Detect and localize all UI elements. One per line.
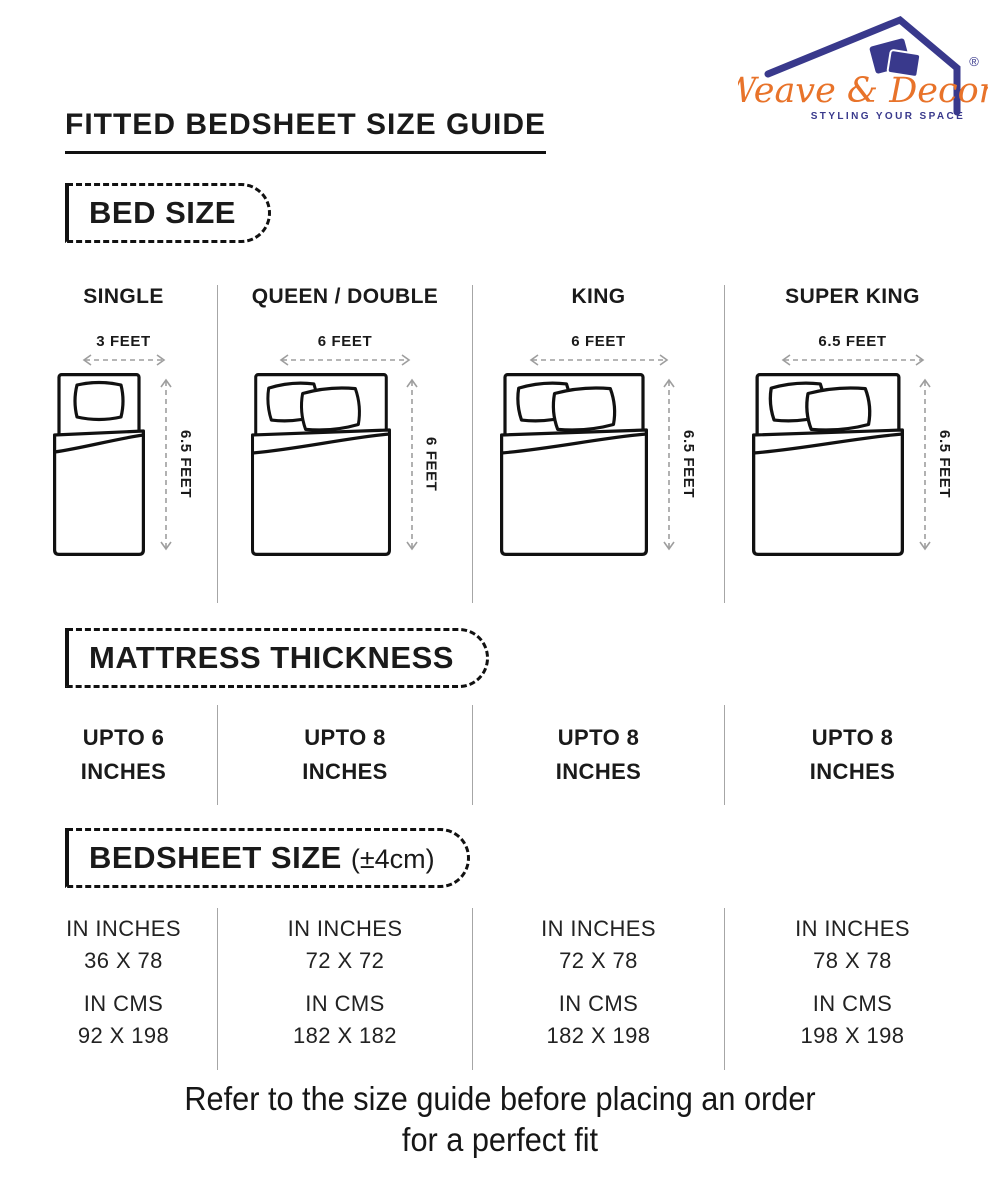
length-dimension-arrow-icon	[661, 373, 677, 556]
brand-wordmark: Weave & Decor	[738, 71, 988, 111]
bed-illustration-double	[500, 373, 648, 556]
size-name: QUEEN / DOUBLE	[251, 285, 439, 308]
inches-value: 36 X 78	[84, 948, 163, 973]
bed-column-super-king	[725, 285, 980, 603]
pillow-icon	[75, 383, 123, 420]
bed-size-label: BED SIZE	[89, 195, 236, 230]
inches-value: 78 X 78	[813, 948, 892, 973]
page-title: FITTED BEDSHEET SIZE GUIDE	[65, 108, 546, 154]
cms-label: IN CMS	[83, 991, 164, 1016]
bed-length-label: 6.5 FEET	[680, 430, 697, 499]
mattress-value-line2: INCHES	[302, 759, 388, 784]
footer-note	[35, 1078, 965, 1161]
bed-column-queen-double	[218, 285, 473, 603]
length-dimension-arrow-icon	[917, 373, 933, 556]
mattress-cell-super-king	[725, 705, 980, 805]
mattress-thickness-label: MATTRESS THICKNESS	[89, 640, 454, 675]
size-name: KING	[571, 285, 626, 308]
bed-length-label: 6.5 FEET	[177, 430, 194, 499]
mattress-thickness-grid	[30, 705, 980, 805]
bedsheet-size-tolerance: (±4cm)	[350, 844, 435, 874]
bed-column-single	[30, 285, 218, 603]
bed-illustration-single	[53, 373, 145, 556]
mattress-cell-single	[30, 705, 218, 805]
bedsheet-size-label: BEDSHEET SIZE	[89, 840, 342, 875]
width-dimension-arrow-icon	[76, 352, 172, 368]
bedsheet-cell-super-king	[725, 908, 980, 1070]
cms-label: IN CMS	[305, 991, 385, 1016]
mattress-cell-king	[473, 705, 725, 805]
section-header-mattress-thickness	[65, 628, 489, 688]
cms-value: 182 X 182	[293, 1023, 397, 1048]
inches-value: 72 X 72	[305, 948, 385, 973]
bedsheet-cell-king	[473, 908, 725, 1070]
brand-tagline: STYLING YOUR SPACE	[810, 111, 966, 122]
bedsheet-cell-single	[30, 908, 218, 1070]
bed-width-label: 6.5 FEET	[818, 333, 887, 350]
section-header-bedsheet-size	[65, 828, 470, 888]
bed-illustration-double	[251, 373, 391, 556]
bed-length-label: 6.5 FEET	[936, 430, 953, 499]
inches-label: IN INCHES	[541, 916, 656, 941]
bed-length-label: 6 FEET	[422, 437, 440, 492]
cms-value: 198 X 198	[800, 1023, 905, 1048]
width-dimension-arrow-icon	[273, 352, 417, 368]
footer-line-1: Refer to the size guide before placing an order	[184, 1080, 816, 1117]
mattress-value-line1: UPTO 8	[304, 724, 386, 750]
pillow-icon	[805, 386, 871, 432]
footer-line-2: for a perfect fit	[401, 1121, 599, 1159]
inches-value: 72 X 78	[559, 948, 638, 973]
inches-label: IN INCHES	[795, 916, 910, 941]
bedsheet-size-grid	[30, 908, 980, 1070]
logo-house-icon	[738, 6, 988, 124]
mattress-cell-queen-double	[218, 705, 473, 805]
width-dimension-arrow-icon	[523, 352, 675, 368]
registered-mark: ®	[969, 54, 979, 69]
bed-width-label: 6 FEET	[571, 333, 626, 350]
length-dimension-arrow-icon	[404, 373, 420, 556]
bed-size-grid	[30, 285, 980, 603]
cms-label: IN CMS	[558, 991, 639, 1016]
bed-width-label: 6 FEET	[317, 333, 373, 350]
cms-label: IN CMS	[812, 991, 893, 1016]
mattress-value-line1: UPTO 6	[82, 724, 165, 750]
bed-column-king	[473, 285, 725, 603]
mattress-value-line1: UPTO 8	[811, 724, 894, 750]
inches-label: IN INCHES	[66, 916, 181, 941]
pillow-icon	[552, 386, 616, 432]
section-header-bed-size	[65, 183, 271, 243]
size-name: SINGLE	[83, 285, 164, 308]
mattress-value-line2: INCHES	[809, 759, 896, 784]
pillow-icon	[300, 386, 361, 432]
mattress-value-line2: INCHES	[80, 759, 167, 784]
mattress-value-line1: UPTO 8	[557, 724, 640, 750]
cms-value: 92 X 198	[77, 1023, 170, 1048]
bedsheet-cell-queen-double	[218, 908, 473, 1070]
bed-width-label: 3 FEET	[96, 333, 151, 350]
size-name: SUPER KING	[785, 285, 920, 308]
cms-value: 182 X 198	[546, 1023, 651, 1048]
width-dimension-arrow-icon	[775, 352, 931, 368]
bed-illustration-double	[752, 373, 904, 556]
mattress-value-line2: INCHES	[555, 759, 642, 784]
inches-label: IN INCHES	[287, 916, 403, 941]
length-dimension-arrow-icon	[158, 373, 174, 556]
brand-logo	[738, 6, 988, 124]
